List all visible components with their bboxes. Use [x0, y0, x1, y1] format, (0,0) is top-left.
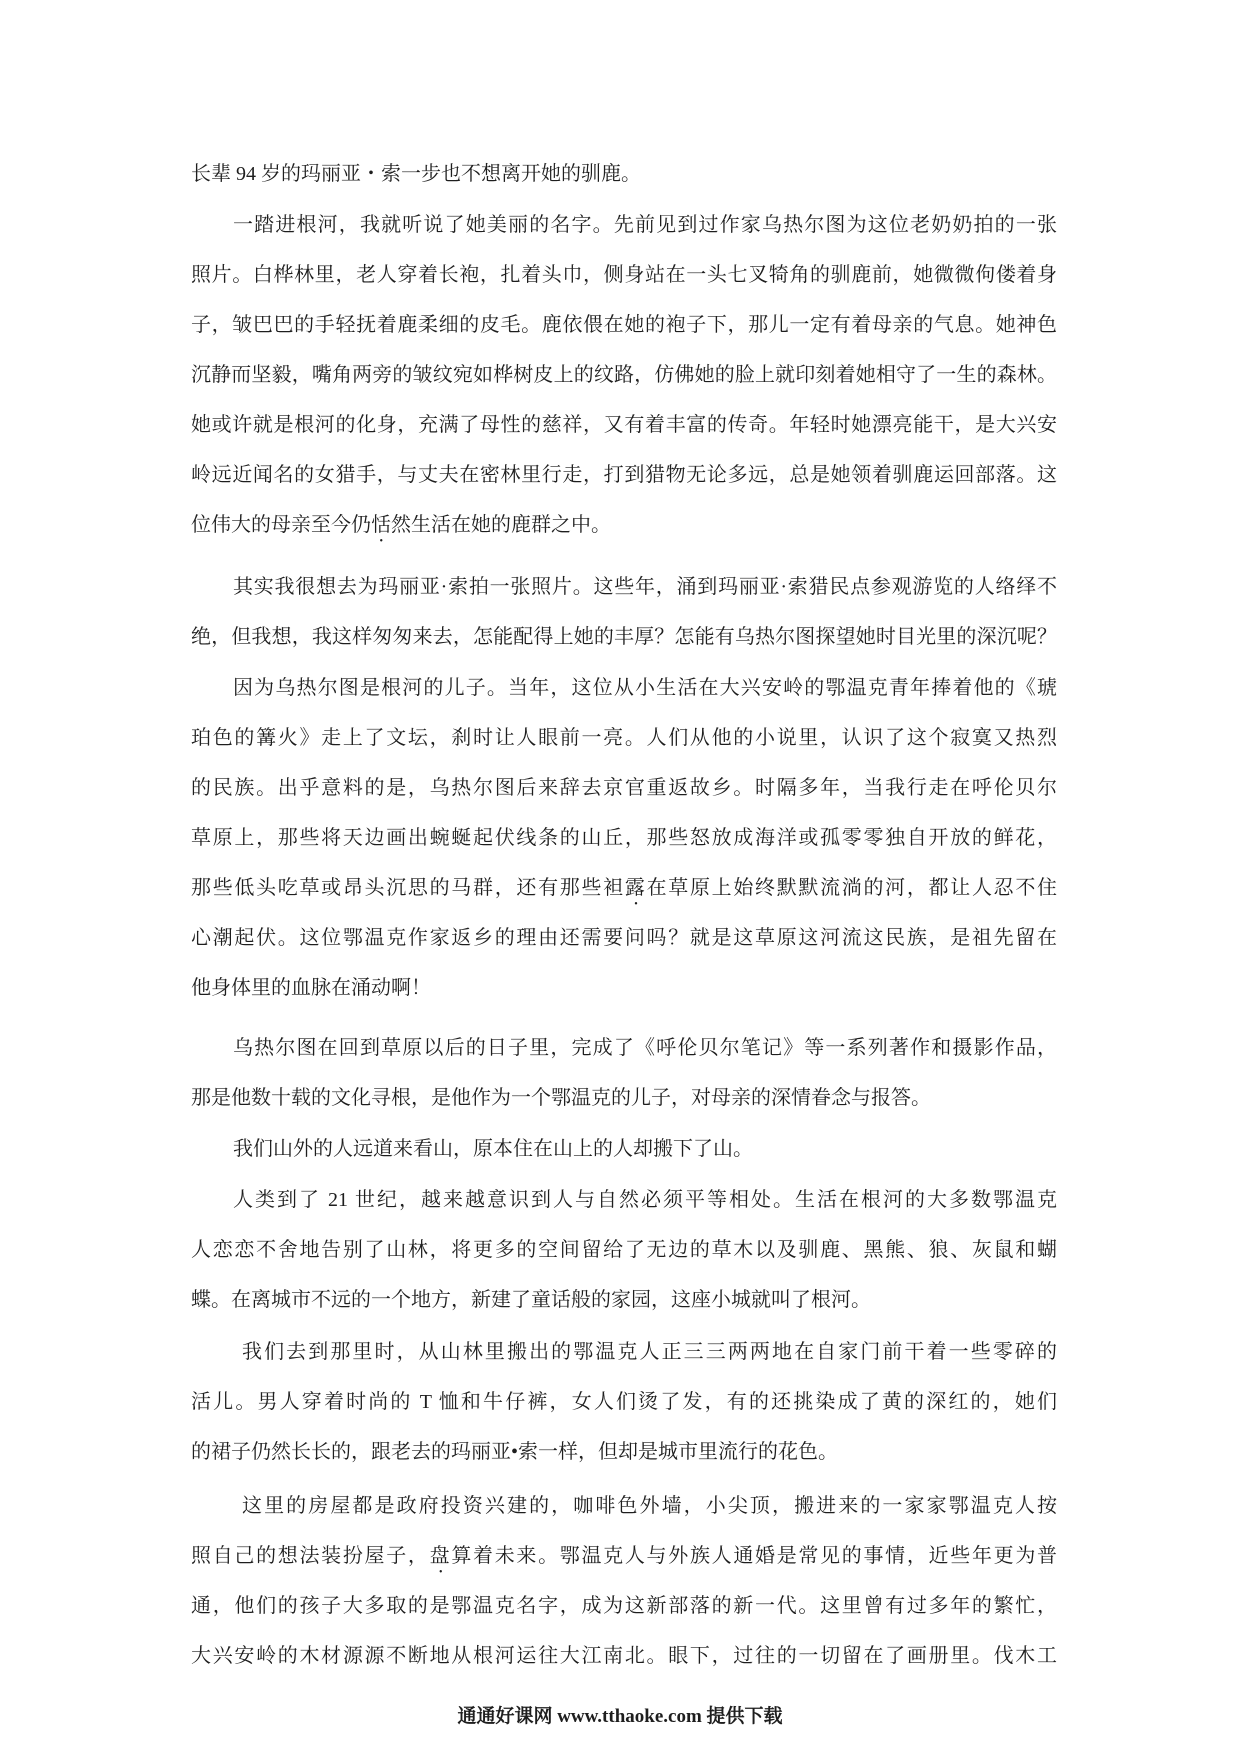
text-line: 人恋恋不舍地告别了山林，将更多的空间留给了无边的草木以及驯鹿、黑熊、狼、灰鼠和蝴 [191, 1239, 1057, 1261]
text-line: 草原上，那些将天边画出蜿蜒起伏线条的山丘，那些怒放成海洋或孤零零独自开放的鲜花， [191, 827, 1057, 849]
text-line [191, 863, 1057, 913]
text-line: 蝶。在离城市不远的一个地方，新建了童话般的家园，这座小城就叫了根河。 [191, 1289, 871, 1311]
text-line: 我们山外的人远道来看山，原本住在山上的人却搬下了山。 [233, 1138, 753, 1160]
paragraph [191, 149, 1057, 199]
text-line: 子，皱巴巴的手轻抚着鹿柔细的皮毛。鹿依偎在她的袍子下，那儿一定有着母亲的气息。她神色 [191, 314, 1057, 336]
text-line: 绝，但我想，我这样匆匆来去，怎能配得上她的丰厚？怎能有乌热尔图探望她时目光里的深沉呢？ [191, 626, 1057, 648]
text-line: 大兴安岭的木材源源不断地从根河运往大江南北。眼下，过往的一切留在了画册里。伐木工 [191, 1645, 1057, 1667]
text-line: 通，他们的孩子大多取的是鄂温克名字，成为这新部落的新一代。这里曾有过多年的繁忙， [191, 1595, 1057, 1617]
text-segment: 在草原上始终默默流淌的河，都让人忍不住 [646, 877, 1057, 899]
text-line: 沉静而坚毅，嘴角两旁的皱纹宛如桦树皮上的纹路，仿佛她的脸上就印刻着她相守了一生的森林。 [191, 364, 1057, 386]
paragraph [191, 1023, 1057, 1123]
paragraph [191, 663, 1057, 1013]
text-line: 活儿。男人穿着时尚的 T 恤和牛仔裤，女人们烫了发，有的还挑染成了黄的深红的，她们 [191, 1391, 1057, 1413]
text-line: 乌热尔图在回到草原以后的日子里，完成了《呼伦贝尔笔记》等一系列著作和摄影作品， [233, 1037, 1057, 1059]
text-line: 因为乌热尔图是根河的儿子。当年，这位从小生活在大兴安岭的鄂温克青年捧着他的《琥 [233, 677, 1057, 699]
text-line: 岭远近闻名的女猎手，与丈夫在密林里行走，打到猎物无论多远，总是她领着驯鹿运回部落。这 [191, 464, 1057, 486]
text-segment: 照自己的想法装扮屋子， [191, 1545, 430, 1567]
paragraph [191, 200, 1057, 550]
paragraph [191, 1481, 1057, 1681]
paragraph [191, 1327, 1057, 1477]
text-line: 他身体里的血脉在涌动啊！ [191, 977, 431, 999]
text-segment: 算着未来。鄂温克人与外族人通婚是常见的事情，近些年更为普 [451, 1545, 1057, 1567]
paragraph [191, 1124, 1057, 1174]
text-line: 心潮起伏。这位鄂温克作家返乡的理由还需要问吗？就是这草原这河流这民族，是祖先留在 [191, 927, 1057, 949]
text-line [191, 1531, 1057, 1581]
emphasis-marked-char: 恬 [371, 514, 391, 536]
paragraph [191, 1175, 1057, 1325]
text-line: 一踏进根河，我就听说了她美丽的名字。先前见到过作家乌热尔图为这位老奶奶拍的一张 [233, 214, 1057, 236]
text-line: 这里的房屋都是政府投资兴建的，咖啡色外墙，小尖顶，搬进来的一家家鄂温克人按 [242, 1495, 1057, 1517]
emphasis-marked-char: 盘 [429, 1545, 452, 1567]
text-segment: 那些低头吃草或昂头沉思的马群，还有那些袒 [191, 877, 625, 899]
text-line: 那是他数十载的文化寻根，是他作为一个鄂温克的儿子，对母亲的深情眷念与报答。 [191, 1087, 931, 1109]
page-footer-source: 通通好课网 www.tthaoke.com 提供下载 [457, 1706, 783, 1727]
text-line: 的民族。出乎意料的是，乌热尔图后来辞去京官重返故乡。时隔多年，当我行走在呼伦贝尔 [191, 777, 1057, 799]
text-line: 珀色的篝火》走上了文坛，刹时让人眼前一亮。人们从他的小说里，认识了这个寂寞又热烈 [191, 727, 1057, 749]
paragraph [191, 562, 1057, 662]
text-line [191, 500, 1057, 550]
text-segment: 位伟大的母亲至今仍 [191, 514, 371, 536]
text-line: 长辈 94 岁的玛丽亚・索一步也不想离开她的驯鹿。 [191, 163, 641, 185]
text-line: 其实我很想去为玛丽亚·索拍一张照片。这些年，涌到玛丽亚·索猎民点参观游览的人络绎不 [233, 576, 1057, 598]
emphasis-marked-char: 露 [624, 877, 647, 899]
text-line: 她或许就是根河的化身，充满了母性的慈祥，又有着丰富的传奇。年轻时她漂亮能干，是大兴安 [191, 414, 1057, 436]
text-line: 人类到了 21 世纪，越来越意识到人与自然必须平等相处。生活在根河的大多数鄂温克 [233, 1189, 1057, 1211]
text-line: 照片。白桦林里，老人穿着长袍，扎着头巾，侧身站在一头七叉犄角的驯鹿前，她微微佝偻着身 [191, 264, 1057, 286]
text-line: 我们去到那里时，从山林里搬出的鄂温克人正三三两两地在自家门前干着一些零碎的 [242, 1341, 1057, 1363]
text-segment: 然生活在她的鹿群之中。 [391, 514, 611, 536]
text-line: 的裙子仍然长长的，跟老去的玛丽亚•索一样，但却是城市里流行的花色。 [191, 1441, 839, 1463]
